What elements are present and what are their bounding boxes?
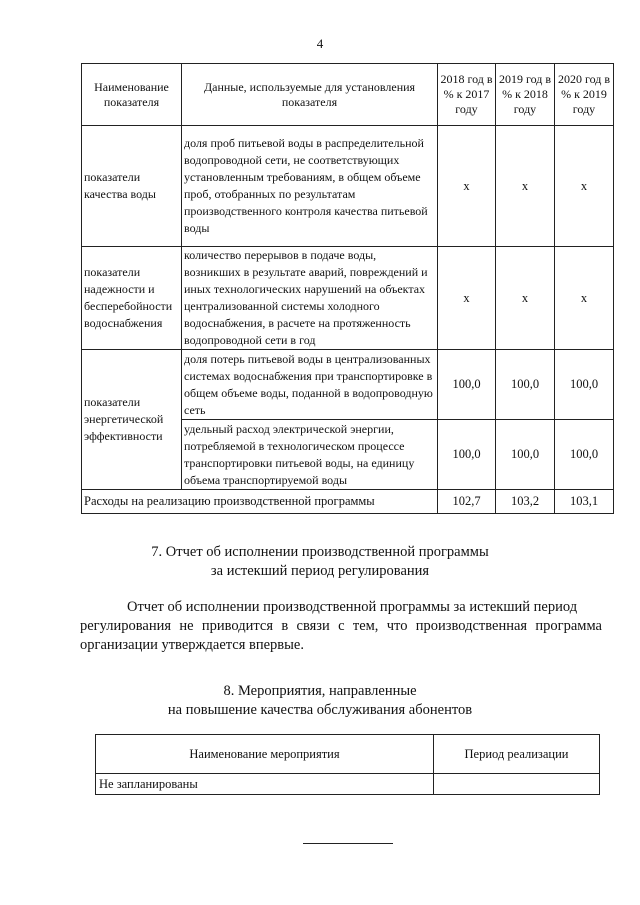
indicator-description: количество перерывов в подаче воды, возникших в результате аварий, повреждений и иных технологических нарушений на объектах централизованной системы холодного водоснабжения, в расчете на протяженность водопроводной сети в год	[182, 247, 438, 350]
header-2018: 2018 год в % к 2017 году	[438, 64, 496, 126]
header-2019: 2019 год в % к 2018 году	[496, 64, 555, 126]
section-7-title-line2: за истекший период регулирования	[210, 563, 430, 579]
activity-period	[434, 774, 600, 795]
section-7-title	[0, 543, 640, 581]
section-8-title	[0, 682, 640, 720]
total-2019: 103,2	[496, 490, 555, 514]
value-2020: 100,0	[555, 420, 614, 490]
section-7-paragraph	[80, 598, 602, 655]
value-2020: х	[555, 126, 614, 247]
activity-name: Не запланированы	[96, 774, 434, 795]
total-2020: 103,1	[555, 490, 614, 514]
value-2019: х	[496, 247, 555, 350]
indicators-table	[81, 63, 614, 514]
header-2020: 2020 год в % к 2019 году	[555, 64, 614, 126]
value-2018: 100,0	[438, 350, 496, 420]
paragraph-rest: регулирования не приводится в связи с тем, что производственная программа организации утверждается впервые.	[80, 618, 602, 653]
value-2019: 100,0	[496, 350, 555, 420]
header-activity-period: Период реализации	[434, 735, 600, 774]
total-2018: 102,7	[438, 490, 496, 514]
section-7-title-line1: 7. Отчет об исполнении производственной программы	[151, 544, 489, 560]
section-8-title-line1: 8. Мероприятия, направленные	[223, 683, 417, 699]
table-row	[82, 247, 614, 350]
section-8-title-line2: на повышение качества обслуживания абонентов	[167, 702, 473, 718]
total-label: Расходы на реализацию производственной программы	[82, 490, 438, 514]
indicator-description: доля потерь питьевой воды в централизованных системах водоснабжения при транспортировке в общем объеме воды, поданной в водопроводную сеть	[182, 350, 438, 420]
table-row-total	[82, 490, 614, 514]
page-number: 4	[316, 36, 324, 51]
table-row	[82, 126, 614, 247]
table-row	[82, 350, 614, 420]
value-2018: 100,0	[438, 420, 496, 490]
value-2019: х	[496, 126, 555, 247]
activities-table	[95, 734, 600, 795]
header-indicator-data: Данные, используемые для установления показателя	[182, 64, 438, 126]
value-2020: х	[555, 247, 614, 350]
value-2018: х	[438, 126, 496, 247]
header-indicator-name: Наименование показателя	[82, 64, 182, 126]
header-activity-name: Наименование мероприятия	[96, 735, 434, 774]
indicator-description: доля проб питьевой воды в распределительной водопроводной сети, не соответствующих установленным требованиям, в общем объеме проб, отобранных по результатам производственного контроля качества питьевой воды	[182, 126, 438, 247]
indicator-group-name: показатели надежности и бесперебойности водоснабжения	[82, 247, 182, 350]
indicator-description: удельный расход электрической энергии, потребляемой в технологическом процессе транспортировки питьевой воды, на единицу объема транспортируемой воды	[182, 420, 438, 490]
indicator-group-name: показатели энергетической эффективности	[82, 350, 182, 490]
indicator-group-name: показатели качества воды	[82, 126, 182, 247]
paragraph-first-line: Отчет об исполнении производственной программы за истекший период	[127, 599, 578, 615]
footer-divider	[303, 843, 393, 844]
table-row	[96, 774, 600, 795]
value-2020: 100,0	[555, 350, 614, 420]
value-2018: х	[438, 247, 496, 350]
value-2019: 100,0	[496, 420, 555, 490]
